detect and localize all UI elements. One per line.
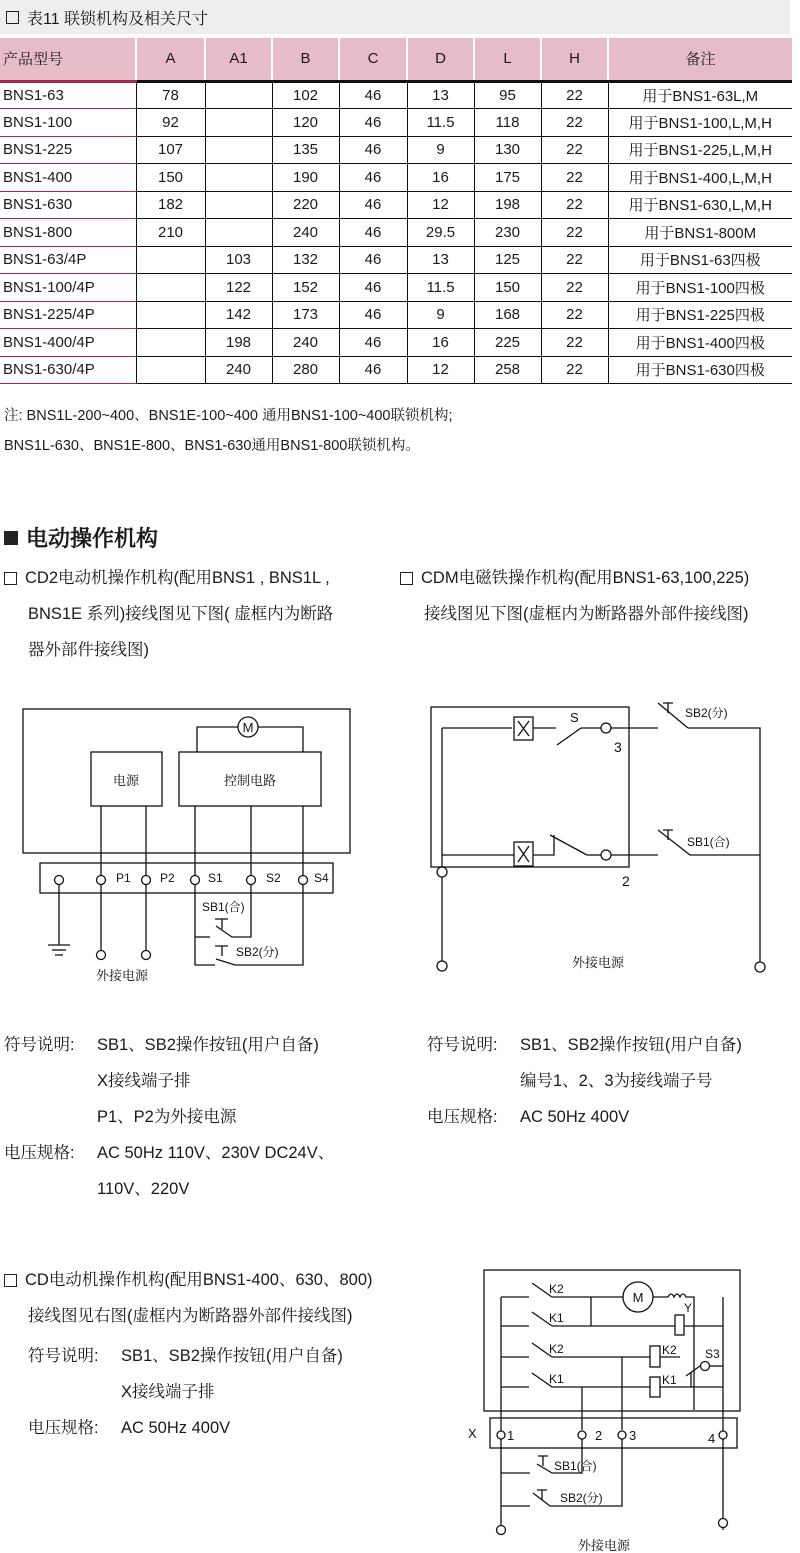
- table-cell: 用于BNS1-100,L,M,H: [608, 109, 792, 137]
- table-cell: 用于BNS1-630四极: [608, 356, 792, 384]
- table-cell: 用于BNS1-100四极: [608, 274, 792, 302]
- table-cell: [205, 136, 272, 164]
- table-cell: [205, 191, 272, 219]
- square-bullet-icon: [400, 572, 413, 585]
- column-header: C: [339, 38, 407, 81]
- square-bullet-icon: [4, 572, 17, 585]
- table-cell: [136, 246, 205, 274]
- control-box-label: 控制电路: [223, 773, 277, 788]
- svg-text:2: 2: [595, 1428, 603, 1443]
- table-cell: 142: [205, 301, 272, 329]
- table-cell: 46: [339, 274, 407, 302]
- cd2-wiring-diagram: [0, 690, 380, 990]
- svg-text:SB2(分): SB2(分): [685, 706, 728, 720]
- model-cell: BNS1-400: [0, 164, 136, 192]
- svg-text:K1: K1: [549, 1372, 564, 1386]
- table-row: [0, 356, 792, 384]
- table-cell: 46: [339, 356, 407, 384]
- table-cell: 16: [407, 329, 474, 357]
- table-cell: [136, 274, 205, 302]
- table-title: 表11 联锁机构及相关尺寸: [27, 10, 209, 28]
- table-cell: 103: [205, 246, 272, 274]
- table-cell: 用于BNS1-400四极: [608, 329, 792, 357]
- table-cell: 46: [339, 191, 407, 219]
- table-cell: 46: [339, 109, 407, 137]
- table-note-1: 注: BNS1L-200~400、BNS1E-100~400 通用BNS1-100~400联锁机构;: [4, 408, 453, 424]
- svg-text:3: 3: [614, 739, 622, 755]
- table-cell: 198: [474, 191, 541, 219]
- model-cell: BNS1-63/4P: [0, 246, 136, 274]
- table-cell: 22: [541, 274, 608, 302]
- table-cell: 22: [541, 219, 608, 247]
- dimensions-table: [0, 38, 792, 384]
- table-cell: 13: [407, 81, 474, 109]
- svg-text:外接电源: 外接电源: [572, 955, 625, 970]
- table-cell: [205, 219, 272, 247]
- table-cell: 22: [541, 109, 608, 137]
- table-row: [0, 219, 792, 247]
- table-cell: 46: [339, 164, 407, 192]
- table-cell: 210: [136, 219, 205, 247]
- table-cell: 11.5: [407, 274, 474, 302]
- svg-text:SB1(合): SB1(合): [554, 1459, 597, 1473]
- table-cell: 258: [474, 356, 541, 384]
- table-cell: 46: [339, 136, 407, 164]
- table-cell: 11.5: [407, 109, 474, 137]
- table-row: [0, 274, 792, 302]
- table-cell: 130: [474, 136, 541, 164]
- table-cell: 46: [339, 329, 407, 357]
- table-cell: 152: [272, 274, 339, 302]
- table-cell: 22: [541, 164, 608, 192]
- table-cell: 22: [541, 301, 608, 329]
- table-cell: 168: [474, 301, 541, 329]
- column-header: L: [474, 38, 541, 81]
- table-cell: 78: [136, 81, 205, 109]
- column-header: D: [407, 38, 474, 81]
- table-cell: 22: [541, 246, 608, 274]
- svg-text:K1: K1: [549, 1311, 564, 1325]
- cdm-specs: 符号说明: SB1、SB2操作按钮(用户自备) 编号1、2、3为接线端子号 电压规格: AC 50Hz 400V: [427, 1036, 742, 1126]
- table-cell: 150: [136, 164, 205, 192]
- table-cell: 22: [541, 329, 608, 357]
- table-cell: 175: [474, 164, 541, 192]
- model-cell: BNS1-630/4P: [0, 356, 136, 384]
- table-cell: 46: [339, 246, 407, 274]
- svg-text:SB1(合): SB1(合): [202, 900, 245, 914]
- svg-text:3: 3: [629, 1428, 637, 1443]
- filled-square-bullet-icon: [4, 531, 18, 545]
- table-cell: 95: [474, 81, 541, 109]
- svg-text:2: 2: [622, 873, 630, 889]
- square-bullet-icon: [6, 11, 19, 24]
- table-cell: 22: [541, 81, 608, 109]
- model-cell: BNS1-100: [0, 109, 136, 137]
- cd-heading: CD电动机操作机构(配用BNS1-400、630、800) 接线图见右图(虚框内为断路器外部件接线图): [4, 1262, 373, 1334]
- table-cell: 用于BNS1-800M: [608, 219, 792, 247]
- table-header-row: [0, 38, 792, 81]
- column-header: 产品型号: [0, 38, 136, 81]
- table-row: [0, 109, 792, 137]
- table-cell: 12: [407, 356, 474, 384]
- table-cell: 190: [272, 164, 339, 192]
- svg-text:4: 4: [708, 1431, 716, 1446]
- model-cell: BNS1-800: [0, 219, 136, 247]
- model-cell: BNS1-225/4P: [0, 301, 136, 329]
- svg-text:M: M: [632, 1290, 644, 1305]
- table-cell: 46: [339, 219, 407, 247]
- table-cell: 46: [339, 81, 407, 109]
- table-cell: [205, 164, 272, 192]
- table-cell: 用于BNS1-63四极: [608, 246, 792, 274]
- model-cell: BNS1-400/4P: [0, 329, 136, 357]
- svg-text:S3: S3: [705, 1347, 720, 1361]
- svg-text:1: 1: [507, 1428, 515, 1443]
- table-cell: 22: [541, 136, 608, 164]
- table-cell: 198: [205, 329, 272, 357]
- column-header: B: [272, 38, 339, 81]
- table-row: [0, 191, 792, 219]
- svg-text:K2: K2: [549, 1282, 564, 1296]
- table-cell: 16: [407, 164, 474, 192]
- cd2-heading: CD2电动机操作机构(配用BNS1 , BNS1L , BNS1E 系列)接线图见下图( 虚框内为断路 器外部件接线图): [4, 560, 333, 668]
- svg-text:SB2(分): SB2(分): [560, 1491, 603, 1505]
- svg-text:SB2(分): SB2(分): [236, 945, 279, 959]
- svg-text:外接电源: 外接电源: [96, 968, 149, 983]
- table-cell: 用于BNS1-225,L,M,H: [608, 136, 792, 164]
- cd2-specs: 符号说明: SB1、SB2操作按钮(用户自备) X接线端子排 P1、P2为外接电源 电压规格: AC 50Hz 110V、230V DC24V、 110V、220V: [4, 1036, 335, 1198]
- table-cell: [205, 109, 272, 137]
- table-cell: 29.5: [407, 219, 474, 247]
- svg-text:S2: S2: [266, 871, 281, 885]
- table-row: [0, 246, 792, 274]
- table-row: [0, 81, 792, 109]
- table-cell: 240: [272, 219, 339, 247]
- table-cell: 240: [272, 329, 339, 357]
- svg-text:S: S: [570, 710, 579, 725]
- svg-text:P1: P1: [116, 871, 131, 885]
- table-cell: 22: [541, 356, 608, 384]
- table-cell: 125: [474, 246, 541, 274]
- svg-text:X: X: [468, 1426, 477, 1441]
- table-note-2: BNS1L-630、BNS1E-800、BNS1-630通用BNS1-800联锁机构。: [4, 438, 420, 454]
- table-cell: 230: [474, 219, 541, 247]
- cd-specs: 符号说明: SB1、SB2操作按钮(用户自备) X接线端子排 电压规格: AC 50Hz 400V: [28, 1347, 343, 1437]
- svg-text:S1: S1: [208, 871, 223, 885]
- table-cell: [136, 329, 205, 357]
- table-cell: 用于BNS1-400,L,M,H: [608, 164, 792, 192]
- table-cell: [136, 301, 205, 329]
- svg-text:SB1(合): SB1(合): [687, 835, 730, 849]
- table-cell: 9: [407, 136, 474, 164]
- model-cell: BNS1-630: [0, 191, 136, 219]
- table-cell: 9: [407, 301, 474, 329]
- table-cell: 220: [272, 191, 339, 219]
- table-cell: 46: [339, 301, 407, 329]
- table-cell: 102: [272, 81, 339, 109]
- svg-text:S4: S4: [314, 871, 329, 885]
- table-cell: [136, 356, 205, 384]
- model-cell: BNS1-225: [0, 136, 136, 164]
- table-cell: [205, 81, 272, 109]
- table-cell: 用于BNS1-630,L,M,H: [608, 191, 792, 219]
- table-cell: 173: [272, 301, 339, 329]
- table-cell: 13: [407, 246, 474, 274]
- column-header: A1: [205, 38, 272, 81]
- svg-text:Y: Y: [684, 1301, 693, 1315]
- table-cell: 135: [272, 136, 339, 164]
- table-cell: 182: [136, 191, 205, 219]
- column-header: 备注: [608, 38, 792, 81]
- cdm-heading: CDM电磁铁操作机构(配用BNS1-63,100,225) 接线图见下图(虚框内为断路器外部件接线图): [400, 560, 749, 632]
- table-row: [0, 301, 792, 329]
- cd-wiring-diagram: [460, 1260, 760, 1553]
- svg-text:M: M: [242, 720, 254, 735]
- table-cell: 118: [474, 109, 541, 137]
- svg-text:外接电源: 外接电源: [578, 1538, 631, 1553]
- column-header: A: [136, 38, 205, 81]
- section-title: 电动操作机构: [4, 522, 158, 553]
- column-header: H: [541, 38, 608, 81]
- table-cell: 107: [136, 136, 205, 164]
- table-row: [0, 329, 792, 357]
- table-cell: 用于BNS1-225四极: [608, 301, 792, 329]
- model-cell: BNS1-63: [0, 81, 136, 109]
- table-cell: 225: [474, 329, 541, 357]
- table-cell: 用于BNS1-63L,M: [608, 81, 792, 109]
- table-cell: 122: [205, 274, 272, 302]
- svg-text:K1: K1: [662, 1373, 677, 1387]
- table-cell: 132: [272, 246, 339, 274]
- svg-text:P2: P2: [160, 871, 175, 885]
- power-box-label: 电源: [112, 773, 140, 788]
- table-cell: 240: [205, 356, 272, 384]
- table-cell: 22: [541, 191, 608, 219]
- model-cell: BNS1-100/4P: [0, 274, 136, 302]
- square-bullet-icon: [4, 1274, 17, 1287]
- table-row: [0, 164, 792, 192]
- cdm-wiring-diagram: [400, 690, 800, 990]
- svg-text:K2: K2: [549, 1342, 564, 1356]
- table-cell: 92: [136, 109, 205, 137]
- table-cell: 120: [272, 109, 339, 137]
- table-cell: 280: [272, 356, 339, 384]
- table-title-bar: [0, 0, 790, 34]
- svg-text:K2: K2: [662, 1343, 677, 1357]
- table-row: [0, 136, 792, 164]
- table-cell: 12: [407, 191, 474, 219]
- table-cell: 150: [474, 274, 541, 302]
